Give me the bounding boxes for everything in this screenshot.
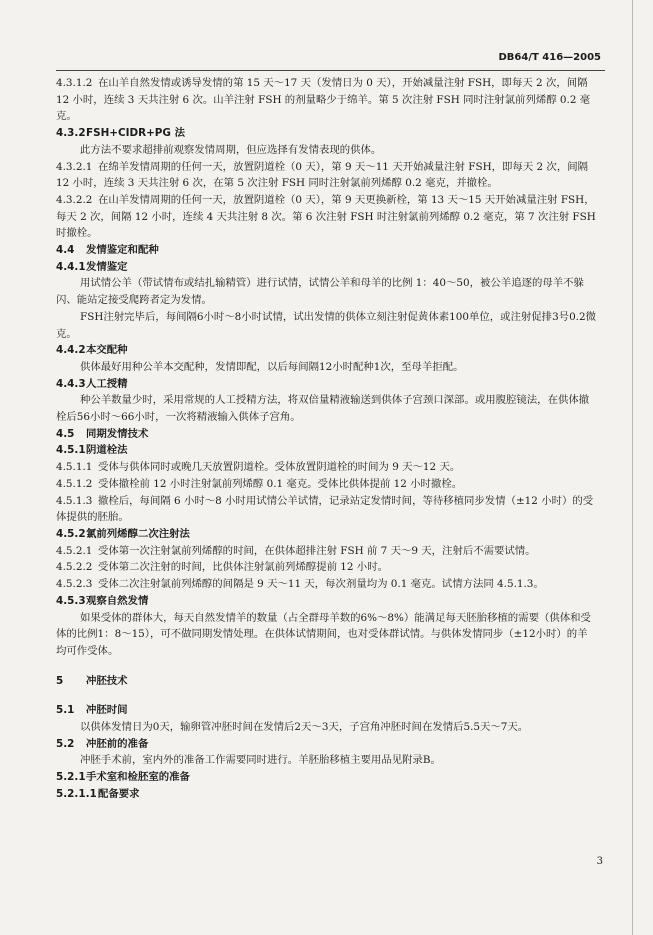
- paragraph-text: 撤栓后，每间隔 6 小时～8 小时用试情公羊试情，记录站定发情时间，等待移植同步发情（±12 小时）的受体提供的胚胎。: [56, 494, 594, 524]
- paragraph: [56, 752, 596, 769]
- clause-number: 4.5.1.2: [56, 477, 93, 490]
- section-heading: [56, 702, 596, 719]
- paragraph-text: 受体与供体同时或晚几天放置阴道栓。受体放置阴道栓的时间为 9 天～12 天。: [98, 461, 461, 474]
- clause-number: 4.5.3: [56, 594, 86, 607]
- paragraph-text: 在山羊发情周期的任何一天，放置阴道栓（0 天），第 9 天更换新栓，第 13 天～15 天开始减量注射 FSH，每天 2 次，间隔 12 小时，连续 4 天共注射 8 次。第 6 次注射 FSH 时注射氯前列烯醇 0.2 毫克，第 7 次注射 FSH 时撤栓。: [56, 193, 596, 240]
- clause-number: 4.4.1: [56, 260, 86, 273]
- paragraph-text: 在绵羊发情周期的任何一天，放置阴道栓（0 天），第 9 天～11 天开始减量注射 FSH，即每天 2 次，间隔 12 小时，连续 3 天共注射 6 次，在第 5 次注射 FSH 同时注射氯前列烯醇 0.2 毫克，并撤栓。: [56, 160, 588, 190]
- clause-number: 4.4.2: [56, 344, 86, 357]
- paragraph-text: 如果受体的群体大，每天自然发情羊的数量（占全群母羊数的6%～8%）能满足每天胚胎移植的需要（供体和受体的比例1：8～15），可不做同期发情处理。在供体试情期间，也对受体群试情。与供体发情同步（±12小时）的羊均可作受体。: [56, 611, 591, 657]
- clause-number: 4.4: [56, 244, 75, 257]
- section-heading: [56, 125, 596, 142]
- clause-number: 4.5.2.1: [56, 544, 93, 557]
- clause-number: 4.3.2.1: [56, 160, 93, 173]
- section-heading: [56, 673, 596, 690]
- paragraph-text: 受体撤栓前 12 小时注射氯前列烯醇 0.1 毫克。受体比供体提前 12 小时撤栓。: [98, 477, 463, 490]
- clause-number: 4.3.2: [56, 127, 86, 140]
- heading-text: 配备要求: [98, 787, 140, 800]
- heading-text: 冲胚前的准备: [86, 737, 149, 750]
- clause-number: 4.5.2: [56, 527, 86, 540]
- section-heading: [56, 526, 596, 543]
- paragraph: [56, 159, 596, 192]
- clause-number: 4.5.1.1: [56, 461, 93, 474]
- section-heading: [56, 769, 596, 786]
- paragraph-text: 在山羊自然发情或诱导发情的第 15 天～17 天（发情日为 0 天），开始减量注射 FSH，即每天 2 次，间隔 12 小时，连续 3 天共注射 6 次。山羊注射 FSH 的剂量略少于绵羊。第 5 次注射 FSH 同时注射氯前列烯醇 0.2 毫克。: [56, 77, 591, 123]
- paragraph-text: 以供体发情日为0天，输卵管冲胚时间在发情后2天～3天，子宫角冲胚时间在发情后5.5天～7天。: [80, 721, 529, 734]
- paragraph-text: 受体第一次注射氯前列烯醇的时间，在供体超排注射 FSH 前 7 天～9 天，注射后不需要试情。: [98, 544, 536, 557]
- page-number: 3: [596, 856, 603, 867]
- standard-number: DB64/T 416—2005: [498, 52, 601, 63]
- page-edge: [632, 0, 633, 935]
- section-heading: [56, 376, 596, 393]
- paragraph: [56, 559, 596, 576]
- heading-text: 发情鉴定: [86, 260, 128, 273]
- section-heading: [56, 259, 596, 276]
- paragraph-text: FSH注射完毕后，每间隔6小时～8小时试情，试出发情的供体立刻注射促黄体素100单位，或注射促排3号0.2微克。: [56, 310, 596, 340]
- heading-text: FSH+CIDR+PG 法: [86, 127, 185, 140]
- paragraph-text: 此方法不要求超排前观察发情周期，但应选择有发情表现的供体。: [80, 143, 382, 156]
- paragraph: [56, 576, 596, 593]
- paragraph: [56, 192, 596, 242]
- header-rule: [56, 70, 605, 71]
- paragraph: [56, 142, 596, 159]
- section-heading: [56, 593, 596, 610]
- paragraph: [56, 392, 596, 425]
- heading-text: 人工授精: [86, 377, 128, 390]
- clause-number: 4.5.2.2: [56, 561, 93, 574]
- heading-text: 发情鉴定和配种: [86, 244, 159, 257]
- paragraph-text: 用试情公羊（带试情布或结扎输精管）进行试情，试情公羊和母羊的比例 1：40～50，被公羊追逐的母羊不躲闪、能站定接受爬跨者定为发情。: [56, 277, 584, 307]
- section-heading: [56, 786, 596, 803]
- paragraph-text: 供体最好用种公羊本交配种，发情即配，以后每间隔12小时配种1次，至母羊拒配。: [80, 360, 464, 373]
- heading-text: 观察自然发情: [86, 594, 149, 607]
- paragraph-text: 种公羊数量少时，采用常规的人工授精方法，将双倍量精液输送到供体子宫颈口深部。或用腹腔镜法，在供体撤栓后56小时～66小时，一次将精液输入供体子宫角。: [56, 394, 590, 424]
- clause-number: 5.1: [56, 704, 75, 717]
- heading-text: 冲胚技术: [86, 674, 128, 687]
- paragraph: [56, 359, 596, 376]
- clause-number: 4.5: [56, 427, 75, 440]
- clause-number: 5.2.1.1: [56, 787, 97, 800]
- clause-number: 5: [56, 674, 64, 687]
- clause-number: 4.5.2.3: [56, 578, 93, 591]
- paragraph-text: 受体第二次注射的时间，比供体注射氯前列烯醇提前 12 小时。: [98, 561, 388, 574]
- section-heading: [56, 242, 596, 259]
- paragraph-text: 冲胚手术前，室内外的准备工作需要同时进行。羊胚胎移植主要用品见附录B。: [80, 754, 441, 767]
- paragraph: [56, 543, 596, 560]
- paragraph: [56, 309, 596, 342]
- heading-text: 氯前列烯醇二次注射法: [86, 527, 190, 540]
- clause-number: 5.2: [56, 737, 75, 750]
- paragraph: [56, 719, 596, 736]
- heading-text: 冲胚时间: [86, 704, 128, 717]
- paragraph: [56, 459, 596, 476]
- clause-number: 4.3.2.2: [56, 193, 93, 206]
- paragraph: [56, 75, 596, 125]
- heading-text: 同期发情技术: [86, 427, 149, 440]
- clause-number: 4.5.1: [56, 444, 86, 457]
- heading-text: 手术室和检胚室的准备: [86, 771, 190, 784]
- paragraph: [56, 610, 596, 660]
- section-heading: [56, 426, 596, 443]
- heading-text: 阴道栓法: [86, 444, 128, 457]
- section-heading: [56, 442, 596, 459]
- paragraph: [56, 493, 596, 526]
- section-heading: [56, 342, 596, 359]
- document-body: [56, 75, 596, 803]
- paragraph: [56, 275, 596, 308]
- clause-number: 4.4.3: [56, 377, 86, 390]
- paragraph: [56, 476, 596, 493]
- paragraph-text: 受体二次注射氯前列烯醇的间隔是 9 天～11 天，每次剂量均为 0.1 毫克。试情方法同 4.5.1.3。: [98, 578, 544, 591]
- section-heading: [56, 736, 596, 753]
- clause-number: 4.5.1.3: [56, 494, 93, 507]
- clause-number: 5.2.1: [56, 771, 86, 784]
- clause-number: 4.3.1.2: [56, 77, 93, 89]
- heading-text: 本交配种: [86, 344, 128, 357]
